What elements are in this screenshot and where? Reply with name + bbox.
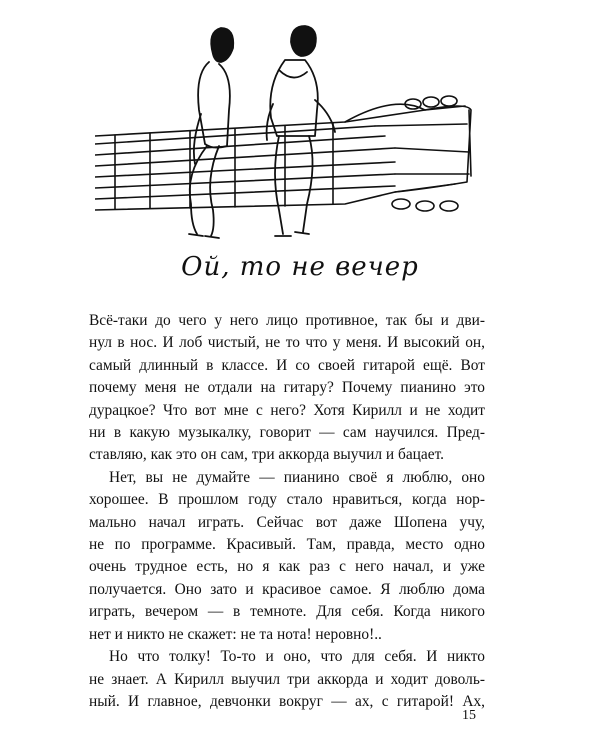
text-line: Но что толку! То-то и оно, что для себя. И никто [109, 648, 485, 666]
text-line: дурацкое? Что вот мне с него? Хотя Кирилл и не ходит [89, 401, 485, 419]
text-line: нет и никто не скажет: не та нота! неровно!.. [89, 625, 382, 643]
text-line: почему меня не отдали на гитару? Почему пианино это [89, 379, 485, 397]
chapter-title: Ой, то не вечер [181, 252, 419, 282]
text-line: ный. И главное, девчонки вокруг — ах, с гитарой! Ах, [89, 692, 485, 710]
text-line: ни в какую музыкалку, говорит — сам научился. Пред- [89, 424, 485, 442]
text-line: играть, вечером — в темноте. Для себя. Когда никого [89, 603, 485, 621]
body-text [89, 310, 485, 713]
text-line: хорошее. В прошлом году стало нравиться, когда нор- [89, 491, 485, 509]
text-line: не знает. А Кирилл выучил три аккорда и ходит доволь- [89, 670, 485, 688]
text-line: самый длинный в классе. И со своей гитарой ещё. Вот [89, 356, 485, 374]
text-line: не по программе. Красивый. Там, правда, место одно [89, 536, 485, 554]
paragraph-2 [89, 467, 485, 646]
text-line: Всё-таки до чего у него лицо противное, так бы и дви- [89, 312, 485, 329]
guitar-neck-drawing [95, 96, 471, 211]
text-line: Нет, вы не думайте — пианино своё я люблю, оно [109, 468, 485, 486]
text-line: получается. Оно зато и красивое самое. Я люблю дома [89, 580, 485, 598]
page-number: 15 [462, 708, 476, 723]
illustration [95, 14, 495, 250]
text-line: нул в нос. И лоб чистый, не то что у меня. И высокий он, [89, 334, 485, 352]
text-line: мально начал играть. Сейчас вот даже Шопена учу, [89, 513, 485, 531]
text-line: ставляю, как это он сам, три аккорда выучил и бацает. [89, 446, 444, 464]
paragraph-3 [89, 646, 485, 713]
paragraph-1 [89, 310, 485, 467]
text-line: очень трудное есть, но я как раз с него начал, и уже [89, 558, 485, 576]
